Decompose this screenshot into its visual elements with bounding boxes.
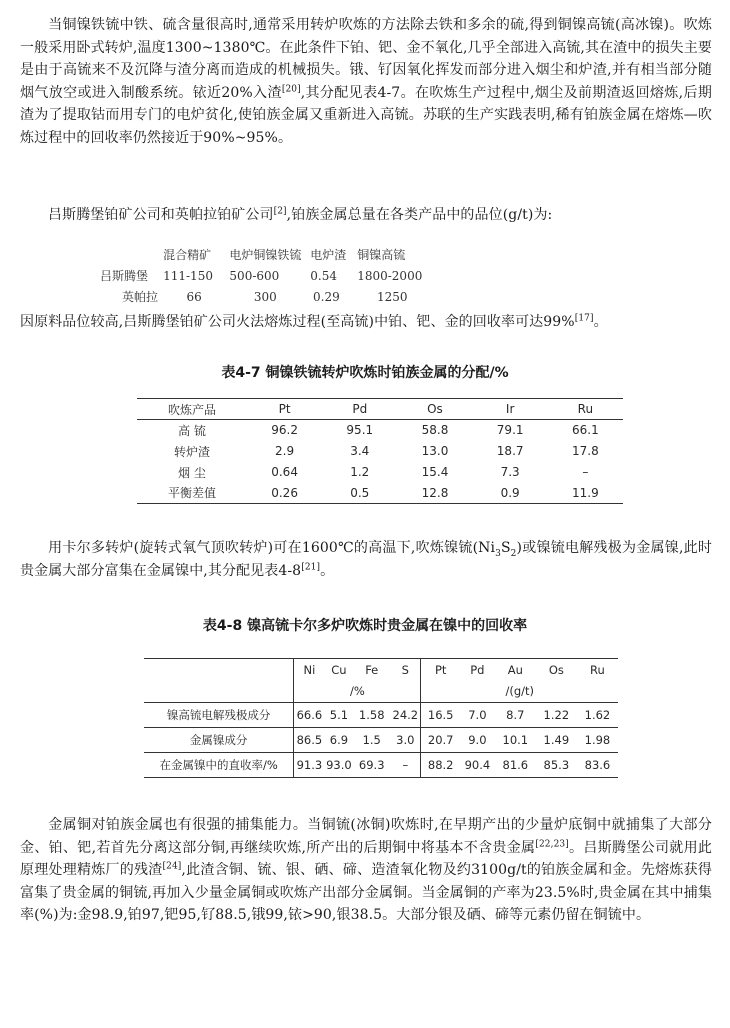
column-header: Os [548, 662, 564, 677]
column-header: Ru [577, 402, 594, 416]
table-row [137, 483, 623, 504]
table-cell: 1.2 [350, 465, 370, 479]
column-header: Pt [434, 662, 447, 677]
table-cell: 95.1 [346, 423, 374, 438]
paragraph-text: 。 [320, 562, 335, 579]
citation: [20] [281, 83, 301, 94]
table-cell: 6.9 [325, 728, 354, 753]
table-cell: 7.0 [460, 703, 495, 728]
row-label: 烟 尘 [178, 465, 206, 480]
paragraph-text: 金属铜对铂族金属也有很强的捕集能力。当铜锍(冰铜)吹炼时,在早期产出的少量炉底铜中就捕集了大部分金、铂、钯,若首先分离这部分铜,再继续吹炼,所产出的后期铜中将基本不含贵金属 [20, 817, 712, 856]
citation: [17] [574, 313, 594, 324]
paragraph-text: 因原料品位较高,吕斯腾堡铂矿公司火法熔炼过程(至高锍)中铂、钯、金的回收率可达99% [20, 314, 575, 330]
table-cell: – [582, 465, 589, 479]
row-header-corner [144, 659, 294, 703]
table-cell: 93.0 [326, 758, 352, 772]
table-4-7 [137, 398, 623, 504]
paragraph-text: ,其分配见表4-7。在吹炼生产过程中,烟尘及前期渣返回熔炼,后期渣为了提取钴而用专门的电炉贫化,使铂族金属又重新进入高锍。苏联的生产实践表明,稀有铂族金属在熔炼—吹炼过程中的回收率仍然接近于90%~95%。 [20, 84, 712, 146]
row-label: 在金属镍中的直收率/% [144, 753, 294, 778]
table-header-row [137, 399, 623, 420]
table-cell: 0.9 [500, 485, 520, 500]
paragraph-text: 吕斯腾堡铂矿公司和英帕拉铂矿公司 [48, 207, 274, 223]
table-cell: 15.4 [421, 465, 449, 479]
grade-header: 混合精矿 [163, 248, 212, 262]
table-cell: 3.4 [350, 444, 370, 458]
table-row [144, 753, 618, 778]
column-header: Os [427, 402, 443, 416]
paragraph-text: S [500, 540, 511, 556]
table-cell: 66.6 [294, 703, 325, 728]
table-header-row [144, 659, 618, 681]
grade-cell: 0.54 [310, 268, 338, 283]
paragraph-text: )或镍锍电解残极为金属镍,此时贵金属大部分富集在金属镍中,其分配见表4-8 [20, 540, 713, 579]
paragraph-text: 。吕斯腾堡公司就用此原理处理精炼厂的残渣 [20, 839, 712, 878]
row-label: 高 锍 [178, 423, 206, 438]
column-header: Ir [505, 402, 515, 416]
table-cell: 1.62 [577, 703, 618, 728]
grade-cell: 300 [253, 289, 277, 304]
grade-cell: 66 [186, 289, 202, 304]
paragraph-text: 当铜镍铁锍中铁、硫含量很高时,通常采用转炉吹炼的方法除去铁和多余的硫,得到铜镍高锍(高冰镍)。吹炼一般采用卧式转炉,温度1300~1380℃。在此条件下铂、钯、金不氧化,几乎全部进入高锍,其在渣中的损失主要是由于高锍来不及沉降与渣分离而造成的机械损失。锇、钌因氧化挥发而部分进入烟尘和炉渣,并有相当部分随烟气放空或进入制酸系统。铱近20%入渣 [20, 17, 712, 101]
paragraph-text: 。 [593, 314, 608, 330]
row-label: 金属镍成分 [144, 728, 294, 753]
table-cell: 3.0 [390, 728, 421, 753]
table-cell: 24.2 [390, 703, 421, 728]
table-row [137, 441, 623, 462]
paragraph-text: ,铂族金属总量在各类产品中的品位(g/t)为: [286, 207, 553, 223]
paragraph-copper-collection [20, 814, 712, 927]
table-cell: 16.5 [421, 703, 460, 728]
table-4-8 [144, 658, 618, 778]
row-label: 转炉渣 [173, 444, 210, 459]
subscript: 2 [510, 548, 517, 559]
column-header: Pd [352, 402, 368, 416]
grade-header: 电炉渣 [310, 248, 347, 262]
table-cell: 0.64 [271, 465, 298, 479]
table-cell: 5.1 [325, 703, 354, 728]
table-cell: 7.3 [500, 465, 520, 479]
table-cell: 81.6 [502, 758, 529, 772]
column-header: Cu [331, 662, 347, 677]
grade-cell: 1250 [376, 289, 408, 304]
table-cell: 0.5 [350, 485, 370, 500]
table-cell: 85.3 [543, 758, 570, 772]
unit-label: /% [294, 681, 421, 703]
table-cell: 8.7 [495, 703, 536, 728]
table-cell: 0.26 [271, 485, 298, 500]
row-label: 镍高锍电解残极成分 [144, 703, 294, 728]
table-cell: 18.7 [496, 444, 524, 458]
table-row [144, 703, 618, 728]
table-cell: – [390, 753, 421, 778]
column-header: S [390, 659, 421, 681]
column-header: Fe [365, 662, 379, 677]
table-cell: 90.4 [464, 758, 491, 772]
table-4-8-caption: 表4-8 镍高锍卡尔多炉吹炼时贵金属在镍中的回收率 [202, 618, 528, 634]
column-header: Ni [303, 662, 316, 677]
table-cell: 86.5 [294, 728, 325, 753]
paragraph-text: ,此渣含铜、锍、银、硒、碲、造渣氧化物及约3100g/t的铂族金属和金。先熔炼获得富集了贵金属的铜锍,再加入少量金属铜或吹炼产出部分金属铜。当金属铜的产率为23.5%时,贵金属在其中捕集率(%)为:金98.9,铂97,钯95,钌88.5,锇99,铱>90,银38.5。大部分银及硒、碲等元素仍留在铜锍中。 [20, 862, 713, 923]
table-cell: 11.9 [572, 485, 599, 500]
column-header: Pt [278, 402, 291, 416]
table-cell: 69.3 [358, 758, 385, 772]
table-cell: 1.98 [577, 728, 618, 753]
paragraph-grade-intro [20, 204, 712, 227]
citation: [22,23] [535, 838, 569, 849]
paragraph-kaldo-converter [20, 537, 712, 582]
grade-header-row [100, 244, 430, 265]
paragraph-text: 用卡尔多转炉(旋转式氧气顶吹转炉)可在1600℃的高温下,吹炼镍锍(Ni [48, 540, 496, 556]
column-header: Au [507, 662, 523, 677]
citation: [21] [301, 561, 321, 572]
subscript: 3 [495, 548, 501, 559]
table-cell: 1.49 [536, 728, 577, 753]
grade-row-name: 吕斯腾堡 [100, 269, 149, 283]
table-cell: 2.9 [275, 444, 295, 458]
table-row [137, 462, 623, 483]
grade-header: 铜镍高锍 [357, 248, 406, 262]
table-cell: 79.1 [496, 423, 524, 438]
table-cell: 17.8 [572, 444, 599, 458]
grade-header: 电炉铜镍铁锍 [229, 248, 302, 262]
column-header: Pd [470, 662, 485, 677]
citation: [2] [273, 206, 287, 217]
grade-cell: 1800-2000 [357, 268, 423, 283]
table-cell: 1.5 [353, 728, 390, 753]
column-header: 吹炼产品 [167, 402, 216, 417]
unit-label: /(g/t) [421, 681, 618, 703]
table-cell: 13.0 [421, 444, 449, 458]
row-label: 平衡差值 [167, 486, 216, 501]
grade-row [100, 286, 430, 307]
table-row [137, 420, 623, 441]
grade-cell: 0.29 [313, 289, 340, 304]
table-row [144, 728, 618, 753]
table-cell: 20.7 [421, 728, 460, 753]
grade-row [100, 265, 430, 286]
table-cell: 58.8 [421, 423, 449, 438]
table-cell: 9.0 [460, 728, 495, 753]
grade-table [100, 244, 430, 307]
paragraph-converter-blowing [20, 14, 712, 149]
grade-cell: 111-150 [163, 268, 213, 283]
citation: [24] [162, 861, 182, 872]
column-header: Ru [590, 662, 605, 677]
table-cell: 88.2 [427, 758, 454, 772]
table-cell: 1.58 [353, 703, 390, 728]
table-4-7-caption: 表4-7 铜镍铁锍转炉吹炼时铂族金属的分配/% [221, 365, 509, 381]
paragraph-recovery [20, 311, 712, 334]
grade-row-name: 英帕拉 [122, 290, 159, 304]
table-cell: 91.3 [296, 758, 323, 772]
table-cell: 10.1 [495, 728, 536, 753]
table-cell: 96.2 [271, 423, 298, 438]
table-cell: 1.22 [536, 703, 577, 728]
grade-cell: 500-600 [229, 268, 280, 283]
table-cell: 66.1 [572, 423, 599, 438]
table-cell: 12.8 [421, 485, 449, 500]
table-cell: 83.6 [584, 758, 611, 772]
